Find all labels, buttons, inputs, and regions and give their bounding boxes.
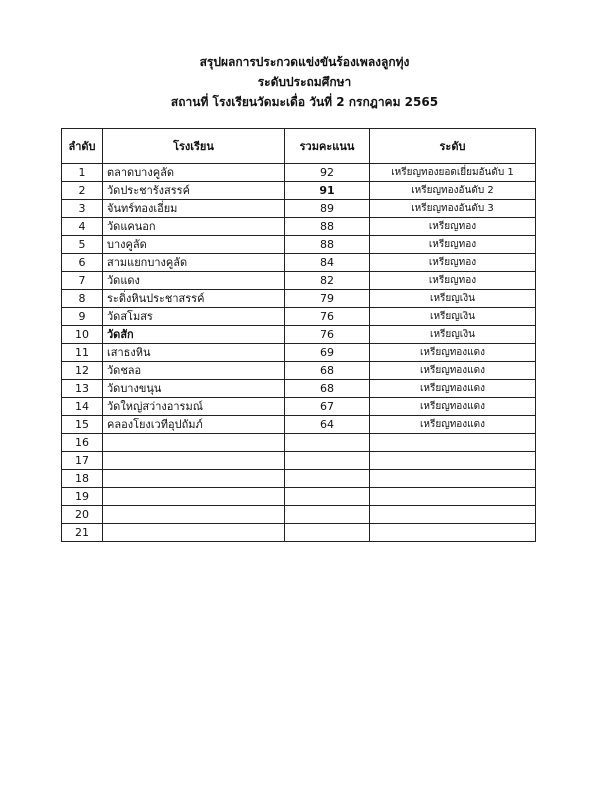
table-row	[62, 308, 536, 326]
cell-school: ตลาดบางคูลัด	[103, 164, 285, 182]
cell-total-score	[285, 470, 370, 488]
table-row	[62, 272, 536, 290]
cell-total-score: 89	[285, 200, 370, 218]
cell-order: 1	[62, 164, 103, 182]
cell-school: จันทร์ทองเอี่ยม	[103, 200, 285, 218]
cell-school: วัดใหญ่สว่างอารมณ์	[103, 398, 285, 416]
cell-order: 18	[62, 470, 103, 488]
column-header-total-score: รวมคะแนน	[285, 129, 370, 164]
cell-order: 7	[62, 272, 103, 290]
table-row	[62, 290, 536, 308]
cell-order: 17	[62, 452, 103, 470]
cell-total-score: 92	[285, 164, 370, 182]
cell-school: วัดชลอ	[103, 362, 285, 380]
cell-order: 4	[62, 218, 103, 236]
cell-level	[370, 434, 536, 452]
cell-level: เหรียญทองแดง	[370, 398, 536, 416]
cell-level: เหรียญทองแดง	[370, 362, 536, 380]
cell-school: คลองโยงเวทีอุปถัมภ์	[103, 416, 285, 434]
cell-school	[103, 452, 285, 470]
column-header-order: ลำดับ	[62, 129, 103, 164]
table-row	[62, 434, 536, 452]
cell-total-score: 69	[285, 344, 370, 362]
cell-order: 20	[62, 506, 103, 524]
cell-order: 15	[62, 416, 103, 434]
cell-total-score: 79	[285, 290, 370, 308]
cell-level	[370, 470, 536, 488]
cell-total-score	[285, 506, 370, 524]
cell-order: 14	[62, 398, 103, 416]
cell-level: เหรียญเงิน	[370, 308, 536, 326]
cell-total-score: 64	[285, 416, 370, 434]
cell-level: เหรียญเงิน	[370, 326, 536, 344]
cell-order: 6	[62, 254, 103, 272]
cell-school	[103, 524, 285, 542]
cell-school: ระดิ่งหินประชาสรรค์	[103, 290, 285, 308]
cell-level: เหรียญทอง	[370, 272, 536, 290]
cell-order: 5	[62, 236, 103, 254]
cell-total-score: 82	[285, 272, 370, 290]
cell-total-score	[285, 452, 370, 470]
cell-school: เสาธงหิน	[103, 344, 285, 362]
table-row	[62, 236, 536, 254]
table-row	[62, 326, 536, 344]
cell-order: 16	[62, 434, 103, 452]
cell-level	[370, 488, 536, 506]
cell-total-score: 68	[285, 380, 370, 398]
table-row	[62, 506, 536, 524]
table-row	[62, 200, 536, 218]
document-subtitle-level: ระดับประถมศึกษา	[257, 75, 352, 89]
table-row	[62, 362, 536, 380]
table-row	[62, 416, 536, 434]
table-row	[62, 254, 536, 272]
table-row	[62, 452, 536, 470]
cell-order: 3	[62, 200, 103, 218]
cell-total-score	[285, 434, 370, 452]
cell-level: เหรียญทอง	[370, 236, 536, 254]
cell-level: เหรียญทอง	[370, 218, 536, 236]
cell-school	[103, 470, 285, 488]
cell-order: 8	[62, 290, 103, 308]
table-row	[62, 488, 536, 506]
cell-order: 2	[62, 182, 103, 200]
cell-level	[370, 524, 536, 542]
cell-level: เหรียญทองอันดับ 2	[370, 182, 536, 200]
cell-order: 13	[62, 380, 103, 398]
table-row	[62, 380, 536, 398]
cell-level: เหรียญทองแดง	[370, 344, 536, 362]
cell-level: เหรียญทองอันดับ 3	[370, 200, 536, 218]
cell-school: วัดสโมสร	[103, 308, 285, 326]
cell-total-score: 91	[285, 182, 370, 200]
document-header	[0, 52, 609, 112]
cell-total-score	[285, 488, 370, 506]
table-row	[62, 470, 536, 488]
cell-school: วัดประชารังสรรค์	[103, 182, 285, 200]
cell-total-score: 68	[285, 362, 370, 380]
cell-order: 11	[62, 344, 103, 362]
table-row	[62, 164, 536, 182]
table-row	[62, 344, 536, 362]
cell-order: 10	[62, 326, 103, 344]
table-row	[62, 398, 536, 416]
results-table	[61, 128, 536, 542]
cell-school	[103, 506, 285, 524]
cell-level: เหรียญทอง	[370, 254, 536, 272]
table-row	[62, 524, 536, 542]
column-header-school: โรงเรียน	[103, 129, 285, 164]
table-row	[62, 218, 536, 236]
column-header-level: ระดับ	[370, 129, 536, 164]
cell-school: วัดสัก	[103, 326, 285, 344]
table-row	[62, 182, 536, 200]
cell-level: เหรียญทองแดง	[370, 416, 536, 434]
cell-school: วัดแดง	[103, 272, 285, 290]
cell-total-score: 67	[285, 398, 370, 416]
cell-school: สามแยกบางคูลัด	[103, 254, 285, 272]
cell-order: 19	[62, 488, 103, 506]
cell-level: เหรียญเงิน	[370, 290, 536, 308]
cell-school: บางคูลัด	[103, 236, 285, 254]
cell-level	[370, 452, 536, 470]
cell-school	[103, 434, 285, 452]
cell-total-score	[285, 524, 370, 542]
cell-order: 12	[62, 362, 103, 380]
cell-school	[103, 488, 285, 506]
cell-level: เหรียญทองแดง	[370, 380, 536, 398]
table-header-row	[62, 129, 536, 164]
cell-school: วัดบางขนุน	[103, 380, 285, 398]
document-subtitle-venue-date: สถานที่ โรงเรียนวัดมะเดื่อ วันที่ 2 กรกฎาคม 2565	[170, 95, 439, 109]
document-title: สรุปผลการประกวดแข่งขันร้องเพลงลูกทุ่ง	[199, 55, 410, 69]
cell-level: เหรียญทองยอดเยี่ยมอันดับ 1	[370, 164, 536, 182]
cell-level	[370, 506, 536, 524]
cell-total-score: 76	[285, 308, 370, 326]
cell-order: 9	[62, 308, 103, 326]
cell-total-score: 88	[285, 218, 370, 236]
cell-total-score: 84	[285, 254, 370, 272]
cell-total-score: 88	[285, 236, 370, 254]
cell-total-score: 76	[285, 326, 370, 344]
cell-school: วัดแคนอก	[103, 218, 285, 236]
results-table-body	[62, 164, 536, 542]
cell-order: 21	[62, 524, 103, 542]
